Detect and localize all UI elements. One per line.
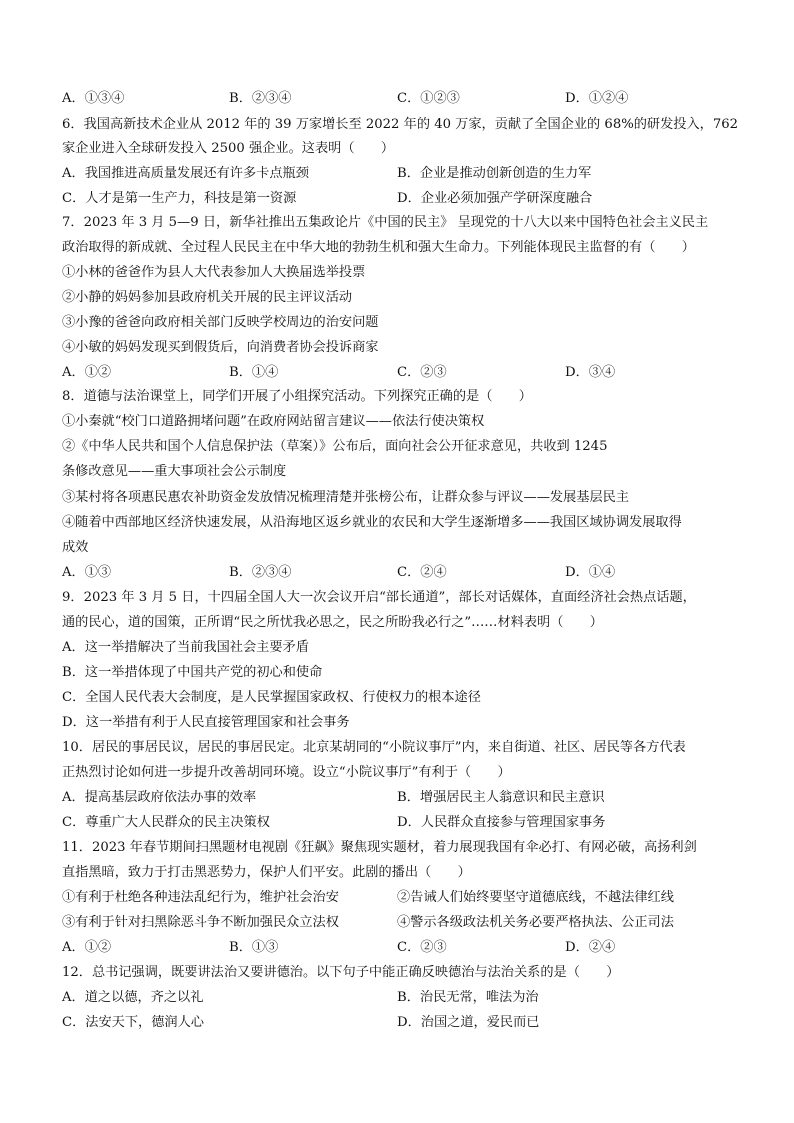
q5-option-b: B．②③④ — [229, 91, 292, 106]
q12-option-b: B．治民无常，唯法为治 — [397, 990, 539, 1005]
q8-option-a: A．①③ — [62, 565, 112, 580]
q8-item-4: ④随着中西部地区经济快速发展，从沿海地区返乡就业的农民和大学生逐渐增多——我国区域协调发展取得 — [62, 515, 682, 530]
q8-item-2-cont: 条修改意见——重大事项社会公示制度 — [62, 464, 287, 479]
q11-item-1: ①有利于杜绝各种违法乱纪行为，维护社会治安 — [62, 890, 339, 905]
q10-option-a: A．提高基层政府依法办事的效率 — [62, 790, 257, 805]
q8-item-1: ①小秦就“校门口道路拥堵问题”在政府网站留言建议——依法行使决策权 — [62, 414, 485, 429]
q9-stem-line-1: 9．2023 年 3 月 5 日，十四届全国人大一次会议开启“部长通道”，部长对话媒体，直面经济社会热点话题， — [62, 590, 696, 605]
q11-item-4: ④警示各级政法机关务必要严格执法、公正司法 — [397, 915, 674, 930]
q6-option-a: A．我国推进高质量发展还有许多卡点瓶颈 — [62, 166, 309, 181]
q11-option-d: D．②④ — [565, 940, 616, 955]
q7-option-d: D．③④ — [565, 365, 616, 380]
q7-option-b: B．①④ — [229, 365, 279, 380]
q8-option-c: C．②④ — [397, 565, 447, 580]
q5-option-a: A．①③④ — [62, 91, 125, 106]
q11-stem-line-2: 直指黑暗，致力于打击黑恶势力，保护人们平安。此剧的播出（ ） — [62, 865, 471, 880]
q8-item-4-cont: 成效 — [62, 540, 89, 555]
q7-stem-line-1: 7．2023 年 3 月 5—9 日，新华社推出五集政论片《中国的民主》 呈现党的十八大以来中国特色社会主义民主 — [62, 215, 709, 230]
q6-stem-line-2: 家企业进入全球研发投入 2500 强企业。这表明（ ） — [62, 141, 395, 156]
q10-option-c: C．尊重广大人民群众的民主决策权 — [62, 815, 270, 830]
q10-option-b: B．增强居民主人翁意识和民主意识 — [397, 790, 605, 805]
q10-stem-line-2: 正热烈讨论如何进一步提升改善胡同环境。设立“小院议事厅”有利于（ ） — [62, 765, 511, 780]
q12-option-a: A．道之以德，齐之以礼 — [62, 990, 204, 1005]
q12-stem-line-1: 12．总书记强调，既要讲法治又要讲德治。以下句子中能正确反映德治与法治关系的是（ ） — [62, 965, 620, 980]
q8-stem-line-1: 8．道德与法治课堂上，同学们开展了小组探究活动。下列探究正确的是（ ） — [62, 389, 532, 404]
q7-option-c: C．②③ — [397, 365, 447, 380]
q7-option-a: A．①② — [62, 365, 112, 380]
q11-option-b: B．①③ — [229, 940, 279, 955]
q7-item-1: ①小林的爸爸作为县人大代表参加人大换届选举投票 — [62, 265, 366, 280]
q11-item-2: ②告诫人们始终要坚守道德底线，不越法律红线 — [397, 890, 674, 905]
q7-item-4: ④小敏的妈妈发现买到假货后，向消费者协会投诉商家 — [62, 340, 379, 355]
q9-option-c: C．全国人民代表大会制度，是人民掌握国家政权、行使权力的根本途径 — [62, 690, 481, 705]
q8-item-3: ③某村将各项惠民惠农补助资金发放情况梳理清楚并张榜公布，让群众参与评议——发展基层民主 — [62, 490, 630, 505]
q6-option-d: D．企业必须加强产学研深度融合 — [397, 191, 593, 206]
q6-stem-line-1: 6．我国高新技术企业从 2012 年的 39 万家增长至 2022 年的 40 万家，贡献了全国企业的 68%的研发投入，762 — [62, 117, 739, 132]
q7-item-3: ③小豫的爸爸向政府相关部门反映学校周边的治安问题 — [62, 315, 379, 330]
q11-option-c: C．②③ — [397, 940, 447, 955]
q9-option-b: B．这一举措体现了中国共产党的初心和使命 — [62, 665, 323, 680]
q8-option-b: B．②③④ — [229, 565, 292, 580]
q10-option-d: D．人民群众直接参与管理国家事务 — [397, 815, 606, 830]
q6-option-c: C．人才是第一生产力，科技是第一资源 — [62, 191, 297, 206]
q12-option-c: C．法安天下，德润人心 — [62, 1015, 204, 1030]
q5-option-c: C．①②③ — [397, 91, 460, 106]
q12-option-d: D．治国之道，爱民而已 — [397, 1015, 540, 1030]
q7-item-2: ②小静的妈妈参加县政府机关开展的民主评议活动 — [62, 290, 353, 305]
q10-stem-line-1: 10．居民的事居民议，居民的事居民定。北京某胡同的“小院议事厅”内，来自街道、社区、居民等各方代表 — [62, 740, 686, 755]
q9-option-a: A．这一举措解决了当前我国社会主要矛盾 — [62, 640, 309, 655]
q11-option-a: A．①② — [62, 940, 112, 955]
q7-stem-line-2: 政治取得的新成就、全过程人民民主在中华大地的勃勃生机和强大生命力。下列能体现民主监督的有（ ） — [62, 240, 695, 255]
q8-option-d: D．①④ — [565, 565, 616, 580]
q6-option-b: B．企业是推动创新创造的生力军 — [397, 166, 592, 181]
q8-item-2: ②《中华人民共和国个人信息保护法（草案）》公布后，面向社会公开征求意见，共收到 1245 — [62, 439, 608, 454]
q11-item-3: ③有利于针对扫黑除恶斗争不断加强民众立法权 — [62, 915, 339, 930]
q5-option-d: D．①②④ — [565, 91, 629, 106]
q11-stem-line-1: 11．2023 年春节期间扫黑题材电视剧《狂飙》聚焦现实题材，着力展现我国有伞必打、有网必破，高扬利剑 — [62, 840, 697, 855]
q9-stem-line-2: 通的民心，道的国策，正所谓“民之所忧我必思之，民之所盼我必行之”……材料表明（ ） — [62, 615, 603, 630]
q9-option-d: D．这一举措有利于人民直接管理国家和社会事务 — [62, 715, 350, 730]
